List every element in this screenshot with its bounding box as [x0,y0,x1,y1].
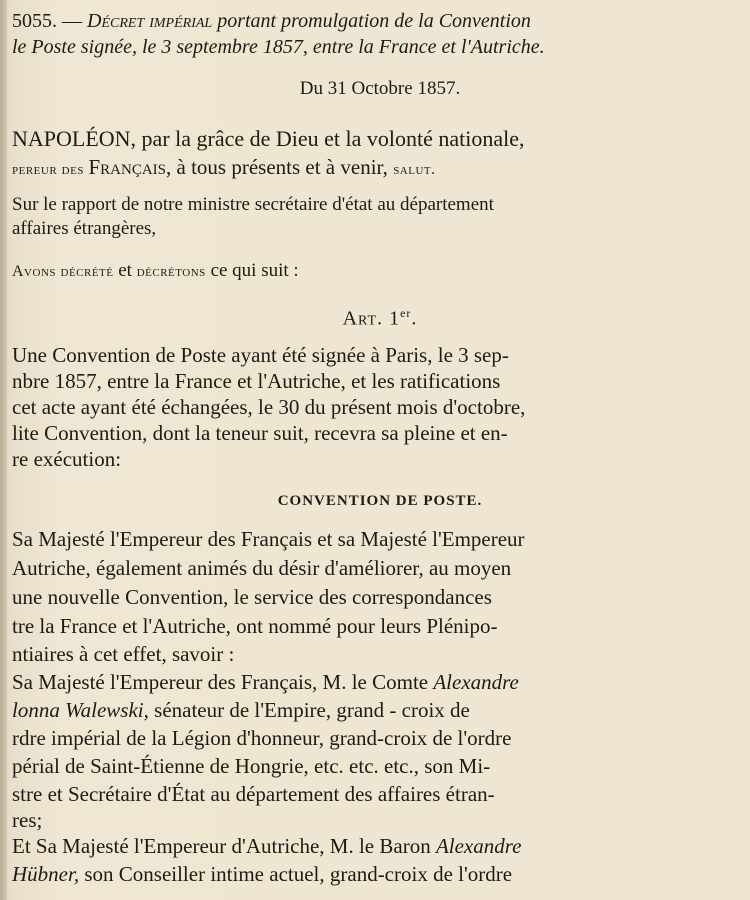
article-line-4: lite Convention, dont la teneur suit, recevra sa pleine et en- [12,421,508,445]
article-label: Art. 1 [342,307,401,330]
hubner-text: Et Sa Majesté l'Empereur d'Autriche, M. le Baron [12,834,436,858]
qui-suit: ce qui suit : [205,260,299,281]
preamble-line-2 [12,154,436,183]
decree-dash: — [57,10,87,32]
walewski-line-4: périal de Saint-Étienne de Hongrie, etc. etc. etc., son Mi- [12,754,491,778]
article-heading [12,300,748,332]
walewski-first-name: Alexandre [433,670,519,694]
article-line-3: cet acte ayant été échangées, le 30 du présent mois d'octobre, [12,395,526,419]
convention-line-3: une nouvelle Convention, le service des correspondances [12,585,492,609]
article-line-1: Une Convention de Poste ayant été signée à Paris, le 3 sep- [12,343,509,367]
hubner-titles: son Conseiller intime actuel, grand-croix de l'ordre [79,862,513,886]
convention-line-1: Sa Majesté l'Empereur des Français et sa Majesté l'Empereur [12,527,525,551]
walewski-line-1 [12,669,519,695]
preamble-pereur: pereur des [12,161,89,178]
preamble-present: , à tous présents et à venir, [166,155,394,179]
decree-date: Du 31 Octobre 1857. [299,78,461,99]
convention-line-4: tre la France et l'Autriche, ont nommé pour leurs Plénipo- [12,614,498,638]
decree-label: Décret impérial [87,10,213,32]
hubner-line-2 [12,861,512,887]
convention-heading: CONVENTION DE POSTE. [277,493,483,509]
decree-number: 5055. [12,10,57,32]
article-line-2: nbre 1857, entre la France et l'Autriche, et les ratifications [12,369,501,393]
walewski-titles: sénateur de l'Empire, grand - croix de [148,698,470,722]
preamble-francais: Français [88,155,166,179]
decree-title-line2: le Poste signée, le 3 septembre 1857, entre la France et l'Autriche. [12,36,545,58]
article-line-5: re exécution: [12,447,122,471]
hubner-line-1 [12,833,521,859]
rapport-line-2: affaires étrangères, [12,218,157,239]
article-end: . [411,307,418,330]
avons-decrete-label: Avons décrété [12,263,114,280]
walewski-line-6: res; [12,808,43,832]
decree-heading [12,8,531,34]
preamble-line-1: NAPOLÉON, par la grâce de Dieu et la volonté nationale, [12,126,525,151]
walewski-line-2 [12,697,470,723]
rapport-line-1: Sur le rapport de notre ministre secrétaire d'état au département [12,194,494,215]
walewski-text: Sa Majesté l'Empereur des Français, M. le Comte [12,670,434,694]
avons-et: et [113,260,137,281]
decretons-label: décrétons [136,263,206,280]
walewski-line-5: stre et Secrétaire d'État au département des affaires étran- [12,782,495,806]
convention-line-5: ntiaires à cet effet, savoir : [12,642,235,666]
hubner-first-name: Alexandre [435,834,522,858]
walewski-surname: lonna Walewski, [12,698,149,722]
article-sup: er [400,306,412,320]
avons-decrete [12,258,299,285]
convention-line-2: Autriche, également animés du désir d'améliorer, au moyen [12,556,512,580]
preamble-salut: salut. [393,161,436,178]
walewski-line-3: rdre impérial de la Légion d'honneur, grand-croix de l'ordre [12,726,512,750]
decree-title: portant promulgation de la Convention [212,10,531,32]
hubner-surname: Hübner, [12,862,80,886]
page-gutter [0,0,7,900]
